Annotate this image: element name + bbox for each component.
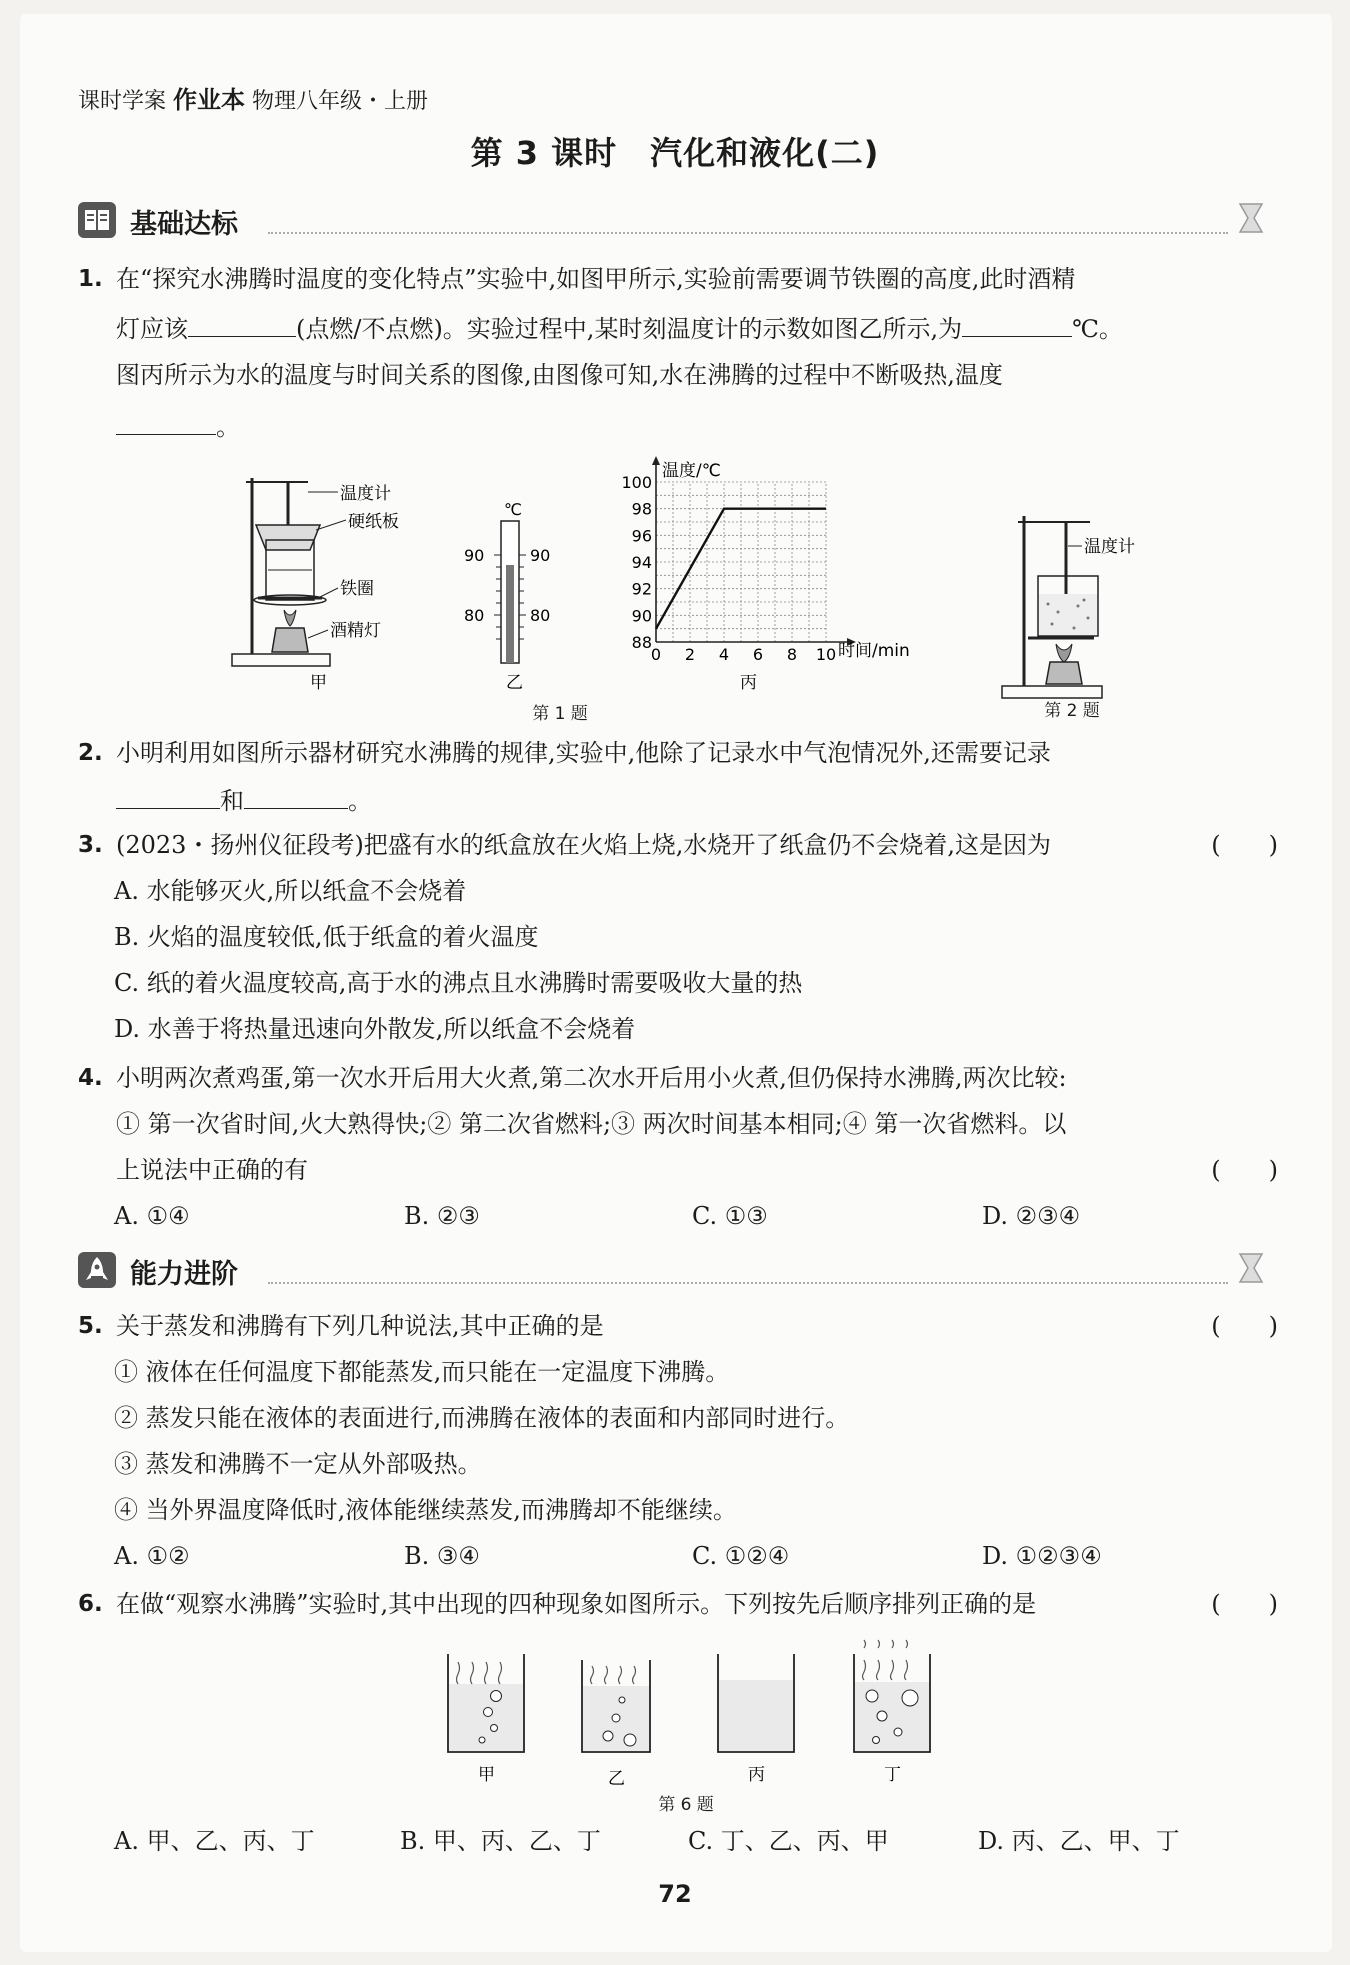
- option-d[interactable]: D. ②③④: [982, 1202, 1081, 1230]
- option-c[interactable]: C. ①②④: [692, 1542, 790, 1570]
- label-alcohol-lamp: 酒精灯: [330, 621, 381, 641]
- option-d[interactable]: D. 水善于将热量迅速向外散发,所以纸盒不会烧着: [114, 1015, 636, 1043]
- tick-90-right: 90: [530, 546, 551, 565]
- q2-line1: 小明利用如图所示器材研究水沸腾的规律,实验中,他除了记录水中气泡情况外,还需要记录: [116, 739, 1051, 767]
- thermometer-diagram: [456, 495, 566, 695]
- q1-line2c: ℃。: [1072, 315, 1123, 343]
- caption-q1: 第 1 题: [532, 704, 588, 724]
- option-a[interactable]: A. 水能够灭火,所以纸盒不会烧着: [114, 877, 467, 905]
- question-number: 5.: [78, 1313, 103, 1339]
- hourglass-icon: [1234, 200, 1268, 236]
- option-b[interactable]: B. ③④: [404, 1542, 480, 1570]
- option-d[interactable]: D. 丙、乙、甲、丁: [978, 1827, 1180, 1855]
- statement-1: ① 液体在任何温度下都能蒸发,而只能在一定温度下沸腾。: [114, 1358, 730, 1386]
- answer-paren[interactable]: ( ): [1211, 1156, 1278, 1184]
- chart-ylabel: 温度/℃: [662, 461, 721, 481]
- y-tick-label: 94: [631, 553, 652, 572]
- chart-axes: [652, 456, 856, 646]
- boiling-apparatus-diagram: [228, 470, 428, 693]
- answer-blank[interactable]: [116, 410, 216, 435]
- header-book: 作业本: [173, 86, 246, 114]
- answer-blank[interactable]: [116, 784, 220, 809]
- statement-4: ④ 当外界温度降低时,液体能继续蒸发,而沸腾却不能继续。: [114, 1496, 737, 1524]
- statement-2: ② 蒸发只能在液体的表面进行,而沸腾在液体的表面和内部同时进行。: [114, 1404, 850, 1432]
- option-c[interactable]: C. 丁、乙、丙、甲: [688, 1827, 889, 1855]
- y-tick-label: 92: [631, 579, 652, 599]
- answer-blank[interactable]: [188, 312, 296, 337]
- tick-80-left: 80: [464, 606, 485, 625]
- chart-grid: [656, 482, 826, 642]
- beakers-diagram: [436, 1640, 956, 1790]
- figure-q2: [998, 510, 1168, 720]
- label-cardboard: 硬纸板: [348, 512, 399, 532]
- figure-yi: [456, 495, 566, 695]
- header-series: 课时学案: [78, 89, 167, 114]
- caption-q6: 第 6 题: [658, 1795, 714, 1815]
- section-divider: [268, 1282, 1228, 1284]
- answer-paren[interactable]: ( ): [1211, 1312, 1278, 1340]
- question-number: 1.: [78, 266, 103, 292]
- q2-and: 和: [220, 787, 244, 815]
- label-thermometer: 温度计: [1084, 537, 1135, 557]
- y-axis-arrow: [652, 456, 660, 465]
- q1-line4-end: 。: [216, 413, 240, 441]
- question-number: 3.: [78, 832, 103, 858]
- answer-blank[interactable]: [962, 312, 1072, 337]
- page-number: 72: [658, 1880, 692, 1908]
- option-a[interactable]: A. ①④: [114, 1202, 190, 1230]
- q3-stem: (2023・扬州仪征段考)把盛有水的纸盒放在火焰上烧,水烧开了纸盒仍不会烧着,这是因为: [116, 831, 1052, 859]
- question-1: [78, 256, 1278, 456]
- y-tick-label: 88: [631, 633, 652, 652]
- option-b[interactable]: B. 火焰的温度较低,低于纸盒的着火温度: [114, 923, 539, 951]
- q2-end: 。: [348, 787, 372, 815]
- q4-line1: 小明两次煮鸡蛋,第一次水开后用大火煮,第二次水开后用小火煮,但仍保持水沸腾,两次比较:: [116, 1064, 1067, 1092]
- beaker-label: 乙: [608, 1769, 625, 1789]
- q1-line4: [116, 404, 240, 450]
- beaker-yi: [582, 1660, 650, 1789]
- q1-line3: 图丙所示为水的温度与时间关系的图像,由图像可知,水在沸腾的过程中不断吸热,温度: [116, 361, 1003, 389]
- section-advanced: [78, 1250, 1268, 1290]
- x-tick-label: 0: [650, 645, 662, 664]
- figure-jia: [228, 470, 428, 693]
- thermometer-unit: ℃: [504, 500, 522, 519]
- x-tick-label: 4: [718, 645, 730, 664]
- tick-80-right: 80: [530, 606, 551, 625]
- chart-ticks: [621, 473, 836, 664]
- header-subject: 物理八年级・上册: [252, 89, 429, 114]
- answer-paren[interactable]: ( ): [1211, 1590, 1278, 1618]
- rocket-icon: [78, 1252, 116, 1288]
- answer-blank[interactable]: [244, 784, 348, 809]
- q5-stem: 关于蒸发和沸腾有下列几种说法,其中正确的是: [116, 1312, 604, 1340]
- x-tick-label: 10: [815, 645, 837, 664]
- answer-paren[interactable]: ( ): [1211, 831, 1278, 859]
- option-b[interactable]: B. ②③: [404, 1202, 480, 1230]
- beaker-label: 丁: [884, 1765, 901, 1785]
- section-title: 基础达标: [130, 209, 238, 240]
- question-number: 4.: [78, 1065, 103, 1091]
- label-thermometer: 温度计: [340, 484, 391, 504]
- question-2: [78, 730, 1278, 830]
- page-header: [78, 80, 428, 115]
- beaker-jia: [448, 1654, 524, 1785]
- statement-3: ③ 蒸发和沸腾不一定从外部吸热。: [114, 1450, 482, 1478]
- q4-line3: 上说法中正确的有: [116, 1156, 308, 1184]
- question-number: 2.: [78, 740, 103, 766]
- question-6: [78, 1581, 1278, 1631]
- option-d[interactable]: D. ①②③④: [982, 1542, 1102, 1570]
- temperature-time-chart: [612, 452, 910, 702]
- question-4: [78, 1055, 1278, 1245]
- option-c[interactable]: C. 纸的着火温度较高,高于水的沸点且水沸腾时需要吸收大量的热: [114, 969, 803, 997]
- y-tick-label: 90: [631, 606, 652, 626]
- figure-bing-chart: [612, 452, 910, 702]
- label-jia: 甲: [310, 673, 327, 693]
- x-tick-label: 6: [752, 645, 764, 664]
- q4-line2: ① 第一次省时间,火大熟得快;② 第二次省燃料;③ 两次时间基本相同;④ 第一次省燃料。以: [116, 1110, 1067, 1138]
- option-c[interactable]: C. ①③: [692, 1202, 768, 1230]
- label-yi: 乙: [506, 673, 523, 693]
- q1-line2b: (点燃/不点燃)。实验过程中,某时刻温度计的示数如图乙所示,为: [296, 315, 963, 343]
- hourglass-icon: [1234, 1250, 1268, 1286]
- figure-q6-beakers: [436, 1640, 956, 1790]
- beaker-bing: [718, 1654, 794, 1785]
- tick-90-left: 90: [464, 546, 485, 565]
- question-number: 6.: [78, 1591, 103, 1617]
- question-6-options: [78, 1818, 1278, 1868]
- x-tick-label: 8: [786, 645, 798, 664]
- q2-apparatus-diagram: [998, 510, 1168, 720]
- q1-line2a: 灯应该: [116, 315, 188, 343]
- option-a[interactable]: A. ①②: [114, 1542, 190, 1570]
- y-tick-label: 98: [631, 499, 652, 519]
- beaker-ding: [854, 1640, 930, 1785]
- section-basic: [78, 200, 1268, 240]
- label-bing: 丙: [740, 673, 757, 693]
- caption-q2: 第 2 题: [1044, 701, 1100, 721]
- option-b[interactable]: B. 甲、丙、乙、丁: [400, 1827, 601, 1855]
- beaker-label: 丙: [748, 1765, 765, 1785]
- q2-line2: [116, 778, 372, 824]
- q1-line1: 在“探究水沸腾时温度的变化特点”实验中,如图甲所示,实验前需要调节铁圈的高度,此时酒精: [116, 265, 1076, 293]
- label-iron-ring: 铁圈: [340, 579, 374, 599]
- x-tick-label: 2: [684, 645, 696, 664]
- section-title: 能力进阶: [130, 1259, 238, 1290]
- lesson-title: 第 3 课时 汽化和液化(二): [470, 134, 880, 172]
- question-3: [78, 822, 1278, 1062]
- book-icon: [78, 202, 116, 238]
- question-5: [78, 1303, 1278, 1593]
- y-tick-label: 96: [631, 526, 652, 546]
- q6-stem: 在做“观察水沸腾”实验时,其中出现的四种现象如图所示。下列按先后顺序排列正确的是: [116, 1590, 1037, 1618]
- y-tick-label: 100: [621, 473, 652, 492]
- beaker-label: 甲: [478, 1765, 495, 1785]
- section-divider: [268, 232, 1228, 234]
- option-a[interactable]: A. 甲、乙、丙、丁: [114, 1827, 315, 1855]
- q1-line2: [116, 306, 1123, 352]
- chart-xlabel: 时间/min: [838, 641, 910, 661]
